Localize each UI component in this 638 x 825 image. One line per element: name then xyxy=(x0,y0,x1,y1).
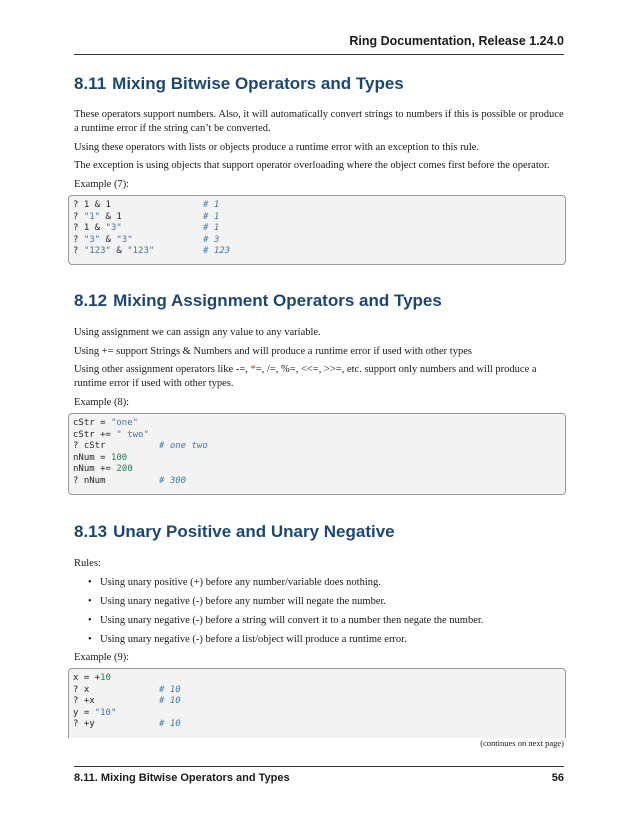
code-text: ? +y xyxy=(73,719,95,729)
code-line xyxy=(73,696,559,708)
header-rule xyxy=(74,54,564,55)
code-text: ? "1" & 1 xyxy=(73,211,122,222)
code-text: ? +x xyxy=(73,696,95,706)
code-line xyxy=(73,464,559,476)
code-comment: # 3 xyxy=(203,234,220,245)
code-comment: # 10 xyxy=(159,719,181,729)
code-line xyxy=(73,441,559,453)
footer-rule xyxy=(74,766,564,767)
code-text: nNum += 200 xyxy=(73,464,133,474)
code-line xyxy=(73,673,559,685)
section-heading-8-12 xyxy=(74,291,564,311)
code-line xyxy=(73,212,559,224)
example-label: Example (7): xyxy=(74,179,130,190)
paragraph: Using += support Strings & Numbers and will produce a runtime error if used with other types xyxy=(74,346,472,357)
code-comment: # 1 xyxy=(203,200,220,210)
list-item: • Using unary negative (-) before a list/object will produce a runtime error. xyxy=(88,634,407,645)
code-line xyxy=(73,246,559,258)
code-text: cStr += " two" xyxy=(73,429,149,440)
code-line xyxy=(73,453,559,465)
code-block-example-7 xyxy=(68,195,566,265)
code-comment: # 1 xyxy=(203,211,220,222)
section-number: 8.12 xyxy=(74,291,108,310)
code-line xyxy=(73,418,559,430)
section-heading-8-13 xyxy=(74,522,564,542)
list-item-text: Using unary negative (-) before a string will convert it to a number then negate the number. xyxy=(100,615,484,626)
code-block-example-9 xyxy=(68,668,566,738)
code-text: ? "123" & "123" xyxy=(73,246,155,256)
section-number: 8.11 xyxy=(74,74,107,93)
section-heading-8-11 xyxy=(74,74,564,94)
rules-label: Rules: xyxy=(74,558,101,569)
code-block-example-8 xyxy=(68,413,566,495)
paragraph-text: Using other assignment operators like -=, xyxy=(74,364,251,375)
section-title: Mixing Bitwise Operators and Types xyxy=(112,74,404,93)
section-title: Mixing Assignment Operators and Types xyxy=(113,291,442,310)
paragraph: Using assignment we can assign any value to any variable. xyxy=(74,327,321,338)
running-header: Ring Documentation, Release 1.24.0 xyxy=(349,34,564,48)
paragraph: The exception is using objects that support operator overloading where the object comes first before the operator. xyxy=(74,160,550,171)
continues-note: (continues on next page) xyxy=(480,738,564,748)
code-comment: # one two xyxy=(159,441,208,451)
code-text: y = "10" xyxy=(73,707,117,718)
code-line xyxy=(73,430,559,442)
example-label: Example (8): xyxy=(74,397,130,408)
code-text: x = +10 xyxy=(73,673,111,683)
list-item: • Using unary positive (+) before any number/variable does nothing. xyxy=(88,577,381,588)
code-comment: # 10 xyxy=(159,696,181,706)
code-comment: # 123 xyxy=(203,246,231,256)
section-number: 8.13 xyxy=(74,522,108,541)
code-text: ? cStr xyxy=(73,441,106,451)
paragraph xyxy=(74,363,564,391)
code-line xyxy=(73,223,559,235)
section-title: Unary Positive and Unary Negative xyxy=(113,522,395,541)
example-label: Example (9): xyxy=(74,652,130,663)
list-item-text: Using unary negative (-) before any number will negate the number. xyxy=(100,596,387,607)
list-item: • Using unary negative (-) before any number will negate the number. xyxy=(88,596,387,607)
highlighted-star: * xyxy=(250,364,256,375)
rules-list xyxy=(74,576,564,647)
paragraph: These operators support numbers. Also, it will automatically convert strings to numbers if this is possible or produce a runtime error if the string can’t be converted. xyxy=(74,109,564,134)
paragraph: Using these operators with lists or objects produce a runtime error with an exception to this rule. xyxy=(74,142,480,153)
code-comment: # 10 xyxy=(159,684,181,695)
paragraph-text: =, /=, %=, <<=, >>=, etc. support only numbers and will produce a runtime error if used with other types. xyxy=(74,364,537,389)
code-text: ? 1 & "3" xyxy=(73,223,122,233)
page-number: 56 xyxy=(551,772,564,784)
code-line xyxy=(73,200,559,212)
code-text: ? 1 & 1 xyxy=(73,200,111,210)
code-line xyxy=(73,719,559,731)
code-text: cStr = "one" xyxy=(73,418,139,428)
code-text: ? nNum xyxy=(73,475,106,486)
code-line xyxy=(73,235,559,247)
code-text: nNum = 100 xyxy=(73,452,128,463)
list-item: • Using unary negative (-) before a string will convert it to a number then negate the number. xyxy=(88,615,484,626)
code-line xyxy=(73,708,559,720)
code-comment: # 300 xyxy=(159,475,187,486)
list-item-text: Using unary positive (+) before any number/variable does nothing. xyxy=(100,577,381,588)
code-text: ? x xyxy=(73,684,90,695)
code-comment: # 1 xyxy=(203,223,220,233)
code-line xyxy=(73,685,559,697)
list-item-text: Using unary negative (-) before a list/object will produce a runtime error. xyxy=(100,634,407,645)
code-text: ? "3" & "3" xyxy=(73,234,133,245)
footer-section-title: 8.11. Mixing Bitwise Operators and Types xyxy=(74,772,290,784)
code-line xyxy=(73,476,559,488)
